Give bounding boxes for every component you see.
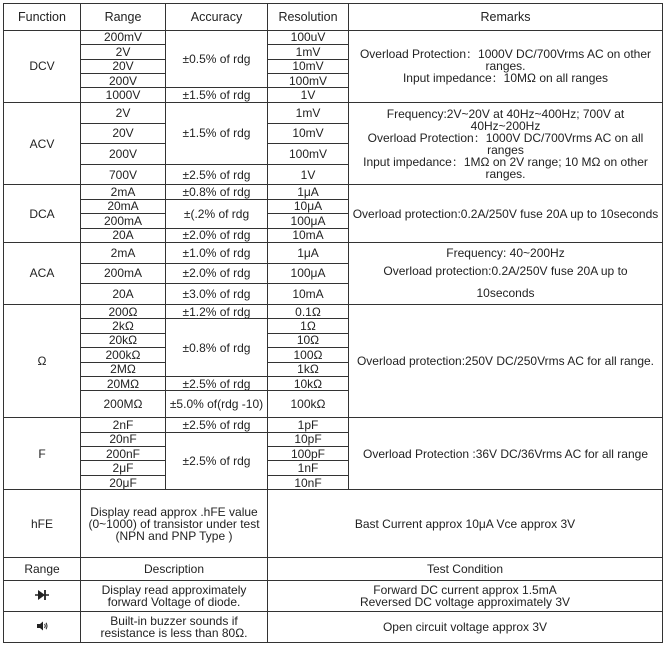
acv-remarks: [349, 102, 663, 184]
aca-resolution: 100μA: [268, 263, 349, 284]
ohm-range: 200MΩ: [81, 391, 166, 418]
cap-resolution: 10pF: [268, 432, 349, 446]
acv-resolution: 1mV: [268, 102, 349, 123]
ohm-resolution: 1Ω: [268, 319, 349, 333]
dcv-range: 2V: [81, 45, 166, 59]
aca-remarks: [349, 243, 663, 305]
ohm-range: 2MΩ: [81, 362, 166, 376]
header-remarks: Remarks: [349, 4, 663, 31]
ohm-accuracy: ±1.2% of rdg: [166, 304, 268, 318]
diode-icon: [35, 589, 49, 601]
diode-condition-reverse: Reversed DC voltage approximately 3V: [359, 594, 571, 609]
dca-resolution: 10mA: [268, 228, 349, 242]
dcv-resolution: 10mV: [268, 59, 349, 73]
ohm-row: [4, 304, 663, 318]
cap-accuracy: ±2.5% of rdg: [166, 418, 268, 432]
cap-range: 2μF: [81, 461, 166, 475]
diode-range: [4, 580, 81, 611]
cap-function: F: [4, 418, 81, 490]
cap-range: 20μF: [81, 475, 166, 489]
dcv-remark-impedance: Input impedance：10MΩ on all ranges: [402, 71, 609, 86]
ohm-range: 2kΩ: [81, 319, 166, 333]
aca-resolution: 10mA: [268, 284, 349, 305]
dcv-row: [4, 30, 663, 44]
dca-accuracy: ±2.0% of rdg: [166, 228, 268, 242]
dcv-resolution: 100uV: [268, 30, 349, 44]
dcv-range: 20V: [81, 59, 166, 73]
acv-range: 2V: [81, 102, 166, 123]
aca-function: ACA: [4, 243, 81, 305]
ohm-range: 200kΩ: [81, 348, 166, 362]
buzzer-condition: Open circuit voltage approx 3V: [268, 611, 663, 642]
acv-remark-impedance: Input impedance：1MΩ on 2V range; 10 MΩ on other ranges.: [363, 154, 648, 181]
cap-range: 20nF: [81, 432, 166, 446]
dca-row: [4, 185, 663, 199]
acv-accuracy: ±1.5% of rdg: [166, 102, 268, 164]
dcv-accuracy: ±1.5% of rdg: [166, 88, 268, 102]
diode-condition-forward: Forward DC current approx 1.5mA: [373, 582, 557, 597]
acv-range: 700V: [81, 164, 166, 185]
buzzer-range: [4, 611, 81, 642]
aca-accuracy: ±2.0% of rdg: [166, 263, 268, 284]
dcv-resolution: 1V: [268, 88, 349, 102]
buzzer-icon: [36, 620, 48, 632]
dca-remark: Overload protection:0.2A/250V fuse 20A up to 10seconds: [349, 185, 663, 243]
hfe-condition: Bast Current approx 10μA Vce approx 3V: [268, 490, 663, 558]
hfe-description: Display read approx .hFE value (0~1000) of transistor under test (NPN and PNP Type ): [81, 490, 268, 558]
acv-resolution: 1V: [268, 164, 349, 185]
ohm-resolution: 10Ω: [268, 333, 349, 347]
ohm-resolution: 1kΩ: [268, 362, 349, 376]
acv-range: 20V: [81, 123, 166, 144]
dcv-function: DCV: [4, 30, 81, 102]
dca-resolution: 100μA: [268, 214, 349, 228]
acv-accuracy: ±2.5% of rdg: [166, 164, 268, 185]
footer-header-condition: Test Condition: [268, 558, 663, 581]
dca-function: DCA: [4, 185, 81, 243]
ohm-remark: Overload protection:250V DC/250Vrms AC for all range.: [349, 304, 663, 417]
acv-remark-overload: Overload Protection：1000V DC/700Vrms AC on all ranges: [367, 130, 644, 157]
ohm-range: 20MΩ: [81, 376, 166, 390]
dca-accuracy: ±0.8% of rdg: [166, 185, 268, 199]
acv-function: ACV: [4, 102, 81, 184]
aca-resolution: 1μA: [268, 243, 349, 264]
cap-resolution: 1nF: [268, 461, 349, 475]
hfe-function: hFE: [4, 490, 81, 558]
cap-row: [4, 418, 663, 432]
dcv-remarks: [349, 30, 663, 102]
ohm-resolution: 100kΩ: [268, 391, 349, 418]
dca-range: 20mA: [81, 199, 166, 213]
hfe-row: [4, 490, 663, 558]
ohm-accuracy: ±0.8% of rdg: [166, 319, 268, 377]
cap-range: 200nF: [81, 447, 166, 461]
header-accuracy: Accuracy: [166, 4, 268, 31]
dcv-resolution: 1mV: [268, 45, 349, 59]
ohm-accuracy: ±5.0% of(rdg -10): [166, 391, 268, 418]
cap-remark: Overload Protection :36V DC/36Vrms AC for all range: [349, 418, 663, 490]
cap-resolution: 1pF: [268, 418, 349, 432]
header-range: Range: [81, 4, 166, 31]
diode-condition: [268, 580, 663, 611]
dcv-remark-overload: Overload Protection：1000V DC/700Vrms AC on other ranges.: [359, 47, 652, 74]
dcv-range: 1000V: [81, 88, 166, 102]
footer-header-row: [4, 558, 663, 581]
acv-resolution: 10mV: [268, 123, 349, 144]
dcv-range: 200V: [81, 74, 166, 88]
acv-range: 200V: [81, 144, 166, 165]
aca-range: 2mA: [81, 243, 166, 264]
ohm-resolution: 0.1Ω: [268, 304, 349, 318]
spec-table: [3, 3, 663, 643]
dca-range: 20A: [81, 228, 166, 242]
ohm-range: 20kΩ: [81, 333, 166, 347]
ohm-resolution: 10kΩ: [268, 376, 349, 390]
aca-accuracy: ±3.0% of rdg: [166, 284, 268, 305]
ohm-range: 200Ω: [81, 304, 166, 318]
header-function: Function: [4, 4, 81, 31]
dca-resolution: 1μA: [268, 185, 349, 199]
aca-range: 200mA: [81, 263, 166, 284]
dca-range: 200mA: [81, 214, 166, 228]
buzzer-description: Built-in buzzer sounds if resistance is less than 80Ω.: [81, 611, 268, 642]
ohm-function: Ω: [4, 304, 81, 417]
aca-remark-duration: 10seconds: [476, 286, 535, 301]
acv-resolution: 100mV: [268, 144, 349, 165]
dcv-range: 200mV: [81, 30, 166, 44]
cap-accuracy: ±2.5% of rdg: [166, 432, 268, 490]
header-resolution: Resolution: [268, 4, 349, 31]
aca-remark-overload: Overload protection:0.2A/250V fuse 20A up to: [383, 264, 628, 279]
header-row: [4, 4, 663, 31]
cap-resolution: 10nF: [268, 475, 349, 489]
buzzer-row: [4, 611, 663, 642]
dcv-accuracy: ±0.5% of rdg: [166, 30, 268, 88]
diode-row: [4, 580, 663, 611]
cap-range: 2nF: [81, 418, 166, 432]
aca-row: [4, 243, 663, 264]
footer-header-range: Range: [4, 558, 81, 581]
dca-range: 2mA: [81, 185, 166, 199]
ohm-accuracy: ±2.5% of rdg: [166, 376, 268, 390]
cap-resolution: 100pF: [268, 447, 349, 461]
aca-range: 20A: [81, 284, 166, 305]
dca-resolution: 10μA: [268, 199, 349, 213]
acv-remark-frequency: Frequency:2V~20V at 40Hz~400Hz; 700V at 40Hz~200Hz: [386, 106, 625, 133]
diode-description: Display read approximately forward Voltage of diode.: [81, 580, 268, 611]
acv-row: [4, 102, 663, 123]
aca-remark-frequency: Frequency: 40~200Hz: [446, 246, 565, 261]
dca-accuracy: ±(.2% of rdg: [166, 199, 268, 228]
ohm-resolution: 100Ω: [268, 348, 349, 362]
dcv-resolution: 100mV: [268, 74, 349, 88]
aca-accuracy: ±1.0% of rdg: [166, 243, 268, 264]
footer-header-description: Description: [81, 558, 268, 581]
